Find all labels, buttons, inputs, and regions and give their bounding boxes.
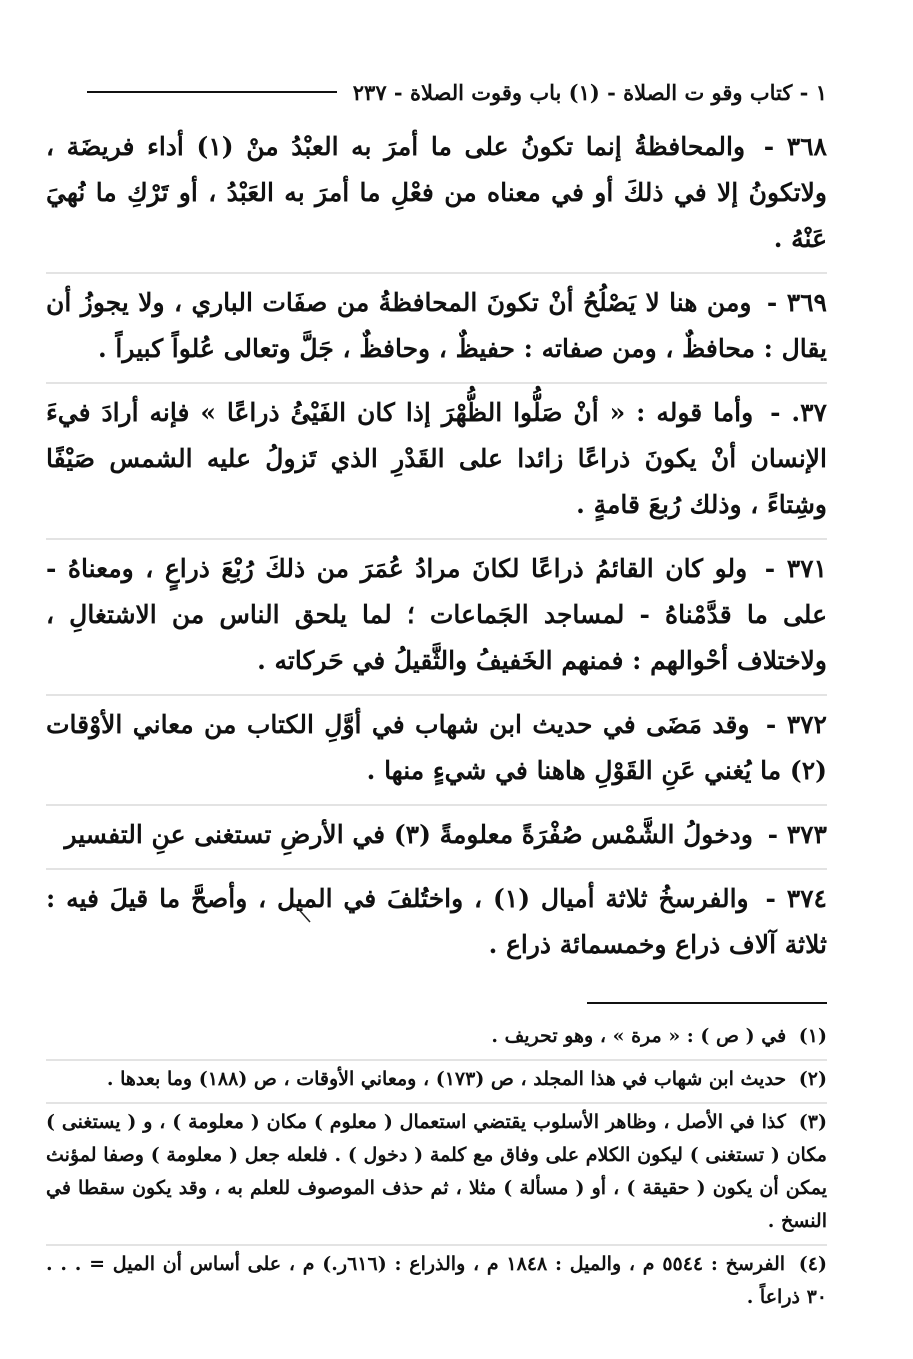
footnote-1 <box>46 1018 827 1061</box>
footnote-number: (٤) <box>798 1253 828 1275</box>
footnote-number: (١) <box>798 1025 827 1047</box>
page-header <box>46 72 827 112</box>
paragraph-text: ولو كان القائمُ ذراعًا لكانَ مرادُ عُمَرَ من ذلكَ رُبْعَ ذراعٍ ، ومعناهُ - على ما قدَّمْناهُ - لمساجد الجَماعات ؛ لما يلحق الناس من الاشتغالِ ، ولاختلاف أحْوالهم : فمنهم الخَفيفُ والثَّقيلُ في حَركاته . <box>46 554 827 675</box>
paragraph-369 <box>46 274 827 384</box>
running-title: ١ - كتاب وقو ت الصلاة - (١) باب وقوت الصلاة - ٢٣٧ <box>352 79 827 105</box>
paragraph-374 <box>46 870 827 978</box>
footnote-number: (٣) <box>798 1111 827 1133</box>
paragraph-text: والفرسخُ ثلاثة أميال (١) ، واختُلفَ في الميل ، وأصحَّ ما قيلَ فيه : ثلاثة آلاف ذراع وخمسمائة ذراع . <box>46 884 827 959</box>
paragraph-text: وقد مَضَى في حديث ابن شهاب في أوَّلِ الكتاب من معاني الأوْقات (٢) ما يُغني عَنِ القَوْلِ هاهنا في شيءٍ منها . <box>46 710 827 785</box>
paragraph-number: ٣٦٩ - <box>766 288 827 317</box>
paragraph-370 <box>46 384 827 540</box>
footnote-number: (٢) <box>798 1068 827 1090</box>
main-text <box>46 118 827 978</box>
footnote-text: الفرسخ : ٥٥٤٤ م ، والميل : ١٨٤٨ م ، والذراع : (٦١٦ر.) م ، على أساس أن الميل = . . . ٣٠ ذراعاً . <box>46 1253 827 1308</box>
footnote-text: في ( ص ) : « مرة » ، وهو تحريف . <box>491 1025 787 1047</box>
footnote-rule <box>587 1002 827 1004</box>
paragraph-372 <box>46 696 827 806</box>
footnote-3 <box>46 1104 827 1246</box>
paragraph-number: ٣٧٢ - <box>765 710 827 739</box>
footnote-4 <box>46 1246 827 1320</box>
paragraph-number: ٣٧١ - <box>764 554 827 583</box>
footnote-text: حديث ابن شهاب في هذا المجلد ، ص (١٧٣) ، ومعاني الأوقات ، ص (١٨٨) وما بعدها . <box>106 1068 787 1090</box>
paragraph-number: ٣٦٨ - <box>763 132 827 161</box>
paragraph-number: ٣٧٤ - <box>765 884 827 913</box>
footnotes <box>46 1018 827 1320</box>
paragraph-text: ومن هنا لا يَصْلُحُ أنْ تكونَ المحافظةُ من صفَات الباري ، ولا يجوزُ أن يقال : محافظٌ ، ومن صفاته : حفيظٌ ، وحافظٌ ، جَلَّ وتعالى عُلواً كبيراً . <box>46 288 827 363</box>
paragraph-number: ٣٧. - <box>770 398 827 427</box>
paragraph-368 <box>46 118 827 274</box>
paragraph-373 <box>46 806 827 870</box>
footnote-2 <box>46 1061 827 1104</box>
paragraph-number: ٣٧٣ - <box>767 820 827 849</box>
stray-pen-mark <box>292 902 314 924</box>
paragraph-text: ودخولُ الشَّمْس صُفْرَةً معلومةً (٣) في الأرضِ تستغنى عنِ التفسير <box>64 820 753 849</box>
paragraph-371 <box>46 540 827 696</box>
paragraph-text: والمحافظةُ إنما تكونُ على ما أمرَ به العبْدُ منْ (١) أداء فريضَة ، ولاتكونُ إلا في ذلكَ أو في معناه من فعْلِ ما أمرَ به العَبْدُ ، أو تَرْكِ ما نُهيَ عَنْهُ . <box>46 132 827 253</box>
paragraph-text: وأما قوله : « أنْ صَلُّوا الظُّهْرَ إذا كان الفَيْئُ ذراعًا » فإنه أرادَ فيءَ الإنسان أنْ يكونَ ذراعًا زائدا على القَدْرِ الذي تَزولُ عليه الشمس صَيْفًا وشِتاءً ، وذلك رُبعَ قامةٍ . <box>46 398 827 519</box>
footnote-text: كذا في الأصل ، وظاهر الأسلوب يقتضي استعمال ( معلوم ) مكان ( معلومة ) ، و ( يستغنى ) مكان ( تستغنى ) ليكون الكلام على وفاق مع كلمة ( دخول ) . فلعله جعل ( معلومة ) وصفا لمؤنث يمكن أن يكون ( حقيقة ) ، أو ( مسألة ) مثلا ، ثم حذف الموصوف للعلم به ، وقد يكون سقطا في النسخ . <box>46 1111 827 1232</box>
header-rule <box>87 91 337 93</box>
